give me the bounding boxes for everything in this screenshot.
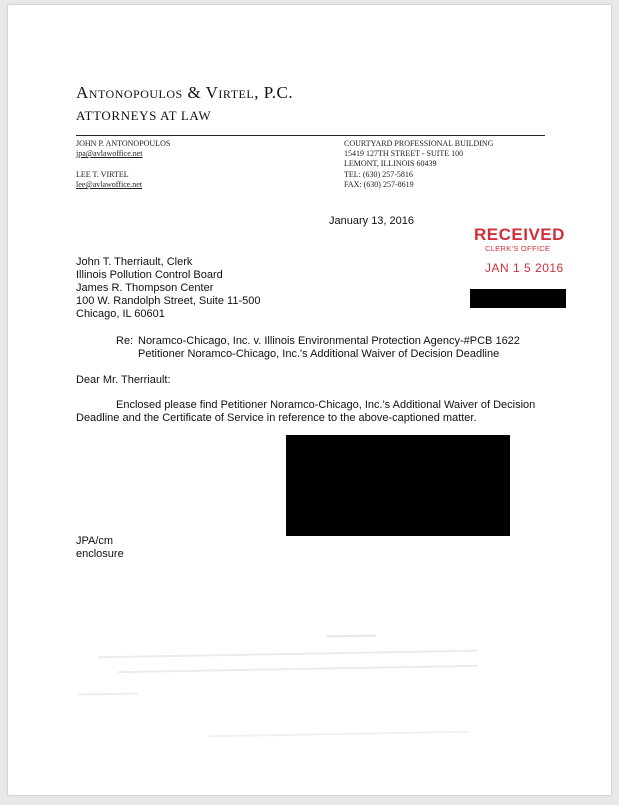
recipient-line: 100 W. Randolph Street, Suite 11-500 xyxy=(76,295,261,307)
recipient-line: James R. Thompson Center xyxy=(76,282,214,294)
attorney1-email[interactable]: jpa@avlawoffice.net xyxy=(76,149,143,158)
bleed-through-mark xyxy=(78,692,138,695)
bleed-through-mark xyxy=(98,650,478,659)
letterhead-divider xyxy=(76,135,545,136)
re-line-2: Petitioner Noramco-Chicago, Inc.'s Additional Waiver of Decision Deadline xyxy=(138,348,500,360)
bleed-through-mark xyxy=(208,731,468,738)
body-line-2: Deadline and the Certificate of Service in reference to the above-captioned matter. xyxy=(76,412,477,424)
fax: FAX: (630) 257-8619 xyxy=(344,180,414,189)
address-line2: 15419 127TH STREET - SUITE 100 xyxy=(344,149,464,158)
attorney1-name: JOHN P. ANTONOPOULOS xyxy=(76,139,171,148)
salutation: Dear Mr. Therriault: xyxy=(76,374,171,386)
telephone: TEL: (630) 257-5816 xyxy=(344,170,413,179)
re-label: Re: xyxy=(116,335,134,347)
letter-date: January 13, 2016 xyxy=(329,215,415,227)
stamp-office: CLERK'S OFFICE xyxy=(485,244,551,253)
attorney2-name: LEE T. VIRTEL xyxy=(76,170,129,179)
address-line3: LEMONT, ILLINOIS 60439 xyxy=(344,159,437,168)
firm-subtitle: ATTORNEYS AT LAW xyxy=(76,108,212,123)
signature-redaction xyxy=(286,435,510,536)
letter-page xyxy=(8,5,611,795)
recipient-line: John T. Therriault, Clerk xyxy=(76,256,193,268)
re-line-1: Noramco-Chicago, Inc. v. Illinois Environmental Protection Agency-#PCB 1622 xyxy=(138,335,520,347)
initials: JPA/cm xyxy=(76,535,114,547)
enclosure-note: enclosure xyxy=(76,548,124,560)
received-stamp: RECEIVED xyxy=(474,225,565,244)
recipient-line: Illinois Pollution Control Board xyxy=(76,269,223,281)
firm-name: Antonopoulos & Virtel, P.C. xyxy=(76,83,294,102)
bleed-through-mark xyxy=(326,635,376,638)
bleed-through-mark xyxy=(118,665,478,673)
redaction-box xyxy=(470,289,566,308)
address-line1: COURTYARD PROFESSIONAL BUILDING xyxy=(344,139,494,148)
body-line-1: Enclosed please find Petitioner Noramco-Chicago, Inc.'s Additional Waiver of Decision xyxy=(116,399,536,411)
stamp-date: JAN 1 5 2016 xyxy=(485,261,564,275)
attorney2-email[interactable]: lee@avlawoffice.net xyxy=(76,180,143,189)
recipient-line: Chicago, IL 60601 xyxy=(76,308,165,320)
